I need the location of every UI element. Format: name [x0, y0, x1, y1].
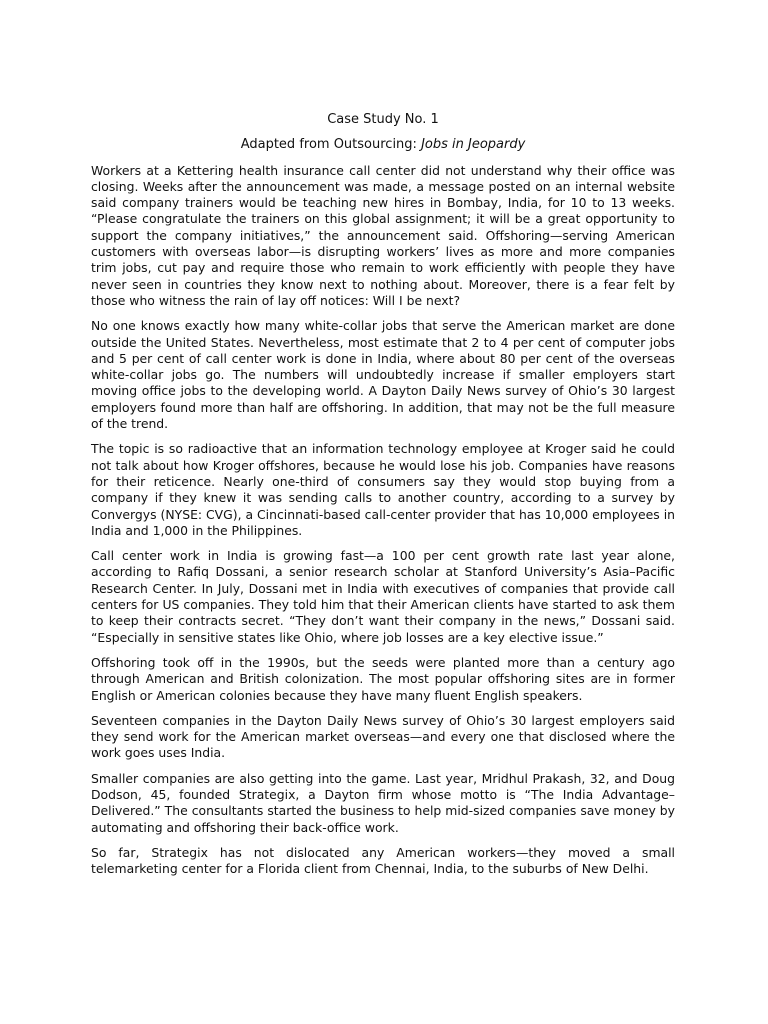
- paragraph: Workers at a Kettering health insurance call center did not understand why their office was closing. Weeks after the announcement was made, a message posted on an internal website said company trainers would be teaching new hires in Bombay, India, for 10 to 13 weeks. “Please congratulate the trainers on this global assignment; it will be a great opportunity to support the company initiatives,” the announcement said. Offshoring—serving American customers with overseas labor—is disrupting workers’ lives as more and more companies trim jobs, cut pay and require those who remain to work efficiently with people they have never seen in countries they know next to nothing about. Moreover, there is a fear felt by those who witness the rain of lay off notices: Will I be next?: [91, 162, 675, 308]
- paragraph: Call center work in India is growing fast—a 100 per cent growth rate last year alone, according to Rafiq Dossani, a senior research scholar at Stanford University’s Asia–Pacific Research Center. In July, Dossani met in India with executives of companies that provide call centers for US companies. They told him that their American clients have started to ask them to keep their contracts secret. “They don’t want their company in the news,” Dossani said. “Especially in sensitive states like Ohio, where job losses are a key elective issue.”: [91, 548, 675, 645]
- paragraph: The topic is so radioactive that an information technology employee at Kroger said he could not talk about how Kroger offshores, because he would lose his job. Companies have reasons for their reticence. Nearly one-third of consumers say they would stop buying from a company if they knew it was sending calls to another country, according to a survey by Convergys (NYSE: CVG), a Cincinnati-based call-center provider that has 10,000 employees in India and 1,000 in the Philippines.: [91, 441, 675, 538]
- document-subtitle: [91, 137, 675, 153]
- paragraph: Smaller companies are also getting into the game. Last year, Mridhul Prakash, 32, and Doug Dodson, 45, founded Strategix, a Dayton firm whose motto is “The India Advantage–Delivered.” The consultants started the business to help mid-sized companies save money by automating and offshoring their back-office work.: [91, 770, 675, 835]
- paragraph: Seventeen companies in the Dayton Daily News survey of Ohio’s 30 largest employers said they send work for the American market overseas—and every one that disclosed where the work goes uses India.: [91, 712, 675, 761]
- paragraph: So far, Strategix has not dislocated any American workers—they moved a small telemarketing center for a Florida client from Chennai, India, to the suburbs of New Delhi.: [91, 844, 675, 877]
- paragraph: No one knows exactly how many white-collar jobs that serve the American market are done outside the United States. Nevertheless, most estimate that 2 to 4 per cent of computer jobs and 5 per cent of call center work is done in India, where about 80 per cent of the overseas white-collar jobs go. The numbers will undoubtedly increase if smaller employers start moving office jobs to the developing world. A Dayton Daily News survey of Ohio’s 30 largest employers found more than half are offshoring. In addition, that may not be the full measure of the trend.: [91, 318, 675, 432]
- document-title: Case Study No. 1: [327, 112, 439, 127]
- subtitle-main: Adapted from Outsourcing:: [240, 137, 422, 153]
- subtitle-italic: Jobs in Jeopardy: [421, 137, 526, 153]
- document-page: [91, 112, 675, 886]
- paragraph: Offshoring took off in the 1990s, but the seeds were planted more than a century ago through American and British colonization. The most popular offshoring sites are in former English or American colonies because they have many fluent English speakers.: [91, 654, 675, 703]
